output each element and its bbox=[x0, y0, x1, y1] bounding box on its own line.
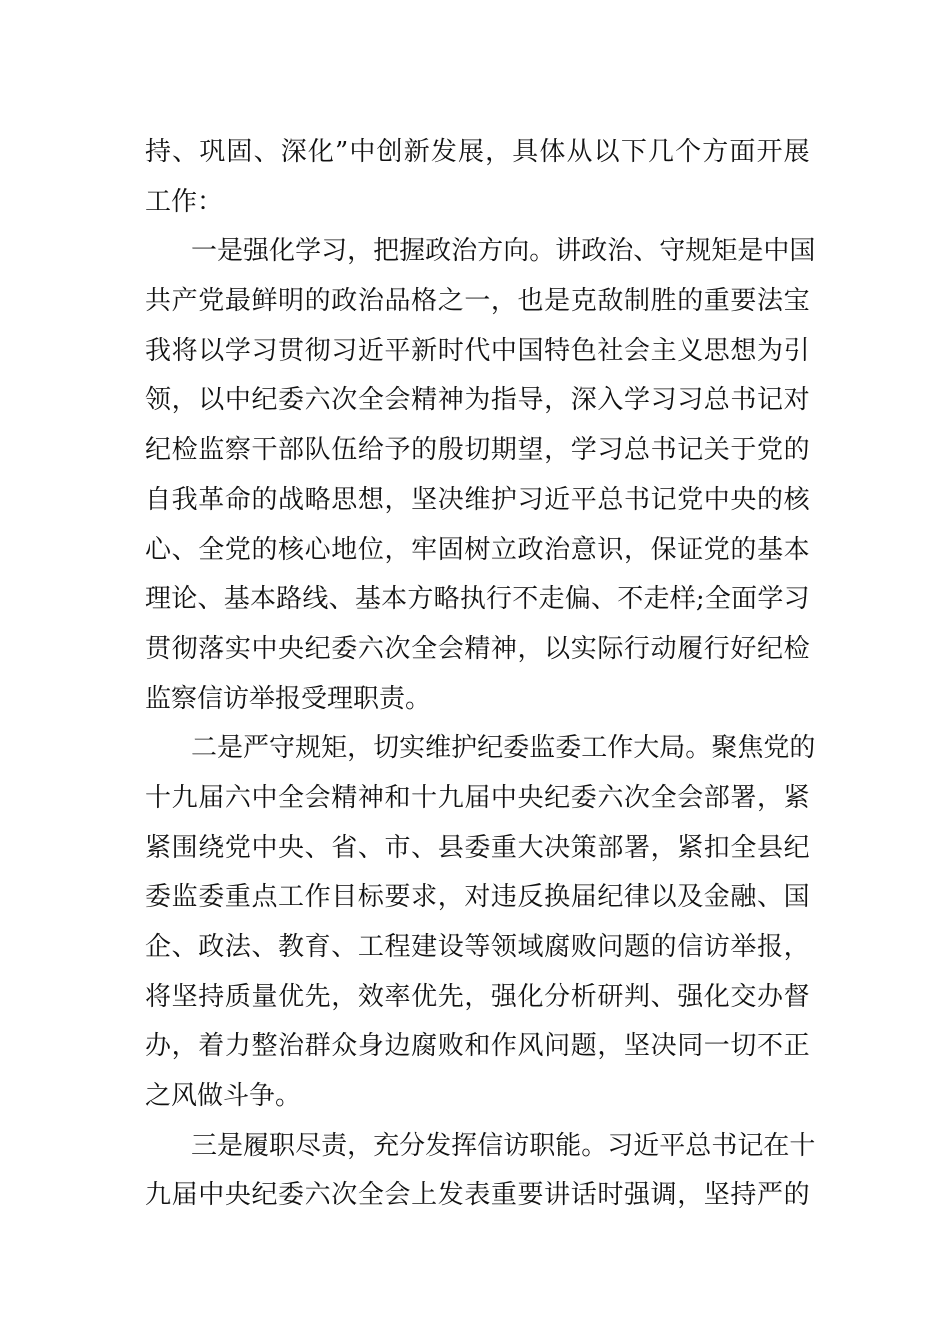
document-body bbox=[145, 128, 816, 1221]
text-line: 委 监 委 重 点 工 作 目 标 要 求 ， 对 违 反 换 届 纪 律 以 及 金 融 、 国 bbox=[145, 882, 810, 913]
text-line: 工作： bbox=[145, 186, 224, 217]
text-line: 自 我 革 命 的 战 略 思 想 ， 坚 决 维 护 习 近 平 总 书 记 党 中 央 的 核 bbox=[145, 484, 810, 515]
text-line: 企 、 政 法 、 教 育 、 工 程 建 设 等 领 域 腐 败 问 题 的 信 访 举 报 ， bbox=[145, 932, 810, 962]
text-line: 心 、 全 党 的 核 心 地 位 ， 牢 固 树 立 政 治 意 识 ， 保 证 党 的 基 本 bbox=[145, 534, 810, 565]
text-line: 监察信访举报受理职责。 bbox=[145, 683, 432, 714]
text-line: 持 、 巩 固 、 深 化 ” 中 创 新 发 展 ， 具 体 从 以 下 几 个 方 面 开 展 bbox=[145, 137, 810, 167]
text-line: 九 届 中 央 纪 委 六 次 全 会 上 发 表 重 要 讲 话 时 强 调 ， 坚 持 严 的 bbox=[145, 1180, 810, 1211]
text-line: 将 坚 持 质 量 优 先 ， 效 率 优 先 ， 强 化 分 析 研 判 、 强 化 交 办 督 bbox=[145, 981, 810, 1012]
text-line: 二 是 严 守 规 矩 ， 切 实 维 护 纪 委 监 委 工 作 大 局 。 聚 焦 党 的 bbox=[191, 733, 816, 764]
text-line: 三 是 履 职 尽 责 ， 充 分 发 挥 信 访 职 能 。 习 近 平 总 书 记 在 十 bbox=[191, 1130, 816, 1161]
text-line: 纪 检 监 察 干 部 队 伍 给 予 的 殷 切 期 望 ， 学 习 总 书 记 关 于 党 的 bbox=[145, 435, 810, 466]
text-line: 共 产 党 最 鲜 明 的 政 治 品 格 之 一 ， 也 是 克 敌 制 胜 的 重 要 法 宝 bbox=[145, 286, 810, 317]
text-line: 十 九 届 六 中 全 会 精 神 和 十 九 届 中 央 纪 委 六 次 全 会 部 署 ， 紧 bbox=[145, 782, 810, 813]
text-line: 理 论 、 基 本 路 线 、 基 本 方 略 执 行 不 走 偏 、 不 走 样 ; 全 面 学 习 bbox=[145, 584, 810, 615]
text-line: 一 是 强 化 学 习 ， 把 握 政 治 方 向 。 讲 政 治 、 守 规 矩 是 中 国 bbox=[191, 236, 816, 267]
text-line: 领 ， 以 中 纪 委 六 次 全 会 精 神 为 指 导 ， 深 入 学 习 习 总 书 记 对 bbox=[145, 385, 810, 416]
text-line: 办 ， 着 力 整 治 群 众 身 边 腐 败 和 作 风 问 题 ， 坚 决 同 一 切 不 正 bbox=[145, 1031, 810, 1062]
text-line: 之风做斗争。 bbox=[145, 1081, 302, 1112]
text-line: 贯 彻 落 实 中 央 纪 委 六 次 全 会 精 神 ， 以 实 际 行 动 履 行 好 纪 检 bbox=[145, 633, 810, 664]
text-line: 紧 围 绕 党 中 央 、 省 、 市 、 县 委 重 大 决 策 部 署 ， 紧 扣 全 县 纪 bbox=[145, 832, 810, 863]
text-line: 我 将 以 学 习 贯 彻 习 近 平 新 时 代 中 国 特 色 社 会 主 义 思 想 为 引 bbox=[145, 335, 810, 366]
